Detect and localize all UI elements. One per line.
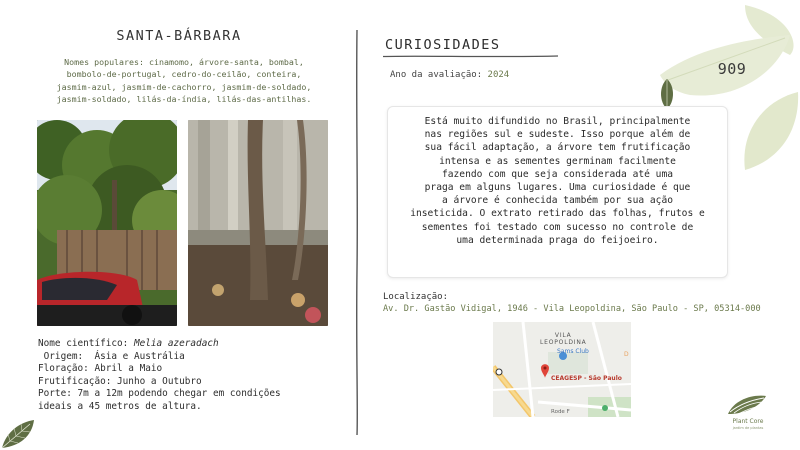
curiosity-line: inseticida. O extrato retirado das folhas, frutos e: [410, 208, 705, 220]
tree-photo: [37, 120, 177, 326]
title-underline: [383, 54, 558, 59]
curiosity-card: [387, 106, 728, 278]
map-area-label: VILA: [554, 332, 572, 339]
trunk-photo: [188, 120, 328, 326]
location-map[interactable]: [493, 322, 631, 417]
evaluation-year-value: 2024: [487, 70, 510, 80]
brand-name: Plant Core: [732, 418, 764, 425]
brand-tagline: jardim de plantas: [732, 426, 764, 430]
section-divider: [354, 30, 358, 435]
popular-names-line: bombolo-de-portugal, cedro-do-ceilão, conteira,: [66, 69, 302, 80]
curiosity-text: [396, 115, 719, 247]
curiosity-line: sua fácil adaptação, a árvore tem frutificação: [424, 142, 691, 154]
map-poi-main[interactable]: CEAGESP - São Paulo: [551, 375, 622, 382]
popular-names-line: Nomes populares: cinamomo, árvore-santa, bombal,: [64, 57, 304, 67]
record-number: 909: [717, 60, 747, 78]
popular-names-line: jasmim-soldado, lilás-da-índia, lilás-das-antilhas.: [56, 94, 312, 105]
scientific-name-label: Nome científico:: [38, 338, 129, 349]
leaf-icon: [0, 418, 36, 450]
plant-name: SANTA-BÁRBARA: [116, 28, 242, 44]
map-poi-store[interactable]: Sams Club: [557, 348, 589, 355]
svg-text:D: D: [624, 351, 629, 358]
curiosity-line: sementes foi testado com sucesso no controle de: [421, 221, 694, 233]
curiosities-title: CURIOSIDADES: [385, 37, 501, 53]
map-area-label: LEOPOLDINA: [540, 339, 587, 346]
popular-names-line: jasmim-azul, jasmim-de-cachorro, jasmim-de-soldado,: [56, 81, 312, 92]
brand-logo-icon: [726, 392, 768, 418]
fruiting-row: Frutificação: Junho a Outubro: [38, 375, 202, 387]
location-label: Localização:: [383, 292, 449, 302]
curiosity-line: fazendo com que seja considerada até uma: [441, 168, 674, 180]
scientific-name-value: Melia azeradach: [133, 338, 219, 349]
origin-row: Origem: Ásia e Austrália: [38, 350, 185, 362]
location-address[interactable]: Av. Dr. Gastão Vidigal, 1946 - Vila Leopoldina, São Paulo - SP, 05314-000: [383, 304, 761, 314]
curiosity-line: Está muito difundido no Brasil, principalmente: [424, 116, 691, 127]
flowering-row: Floração: Abril a Maio: [38, 363, 163, 375]
size-row: Porte: 7m a 12m podendo chegar em condições: [38, 388, 281, 400]
plant-specs: [38, 338, 338, 414]
size-row-continued: ideais a 45 metros de altura.: [38, 400, 202, 412]
map-road-label: Rode F: [551, 409, 570, 415]
evaluation-year-label: Ano da avaliação:: [390, 70, 483, 80]
curiosity-line: uma determinada praga do feijoeiro.: [456, 234, 659, 246]
popular-names: [34, 56, 334, 106]
evaluation-year: [390, 70, 509, 80]
curiosity-line: praga em alguns lugares. Uma curiosidade é que: [424, 182, 691, 194]
curiosity-line: a árvore é conhecida também por sua ação: [441, 195, 674, 207]
scientific-name-row: [38, 338, 338, 351]
curiosity-line: nas regiões sul e sudeste. Isso porque além de: [424, 129, 691, 141]
curiosity-line: intensa e as sementes germinam facilmente: [439, 155, 676, 167]
